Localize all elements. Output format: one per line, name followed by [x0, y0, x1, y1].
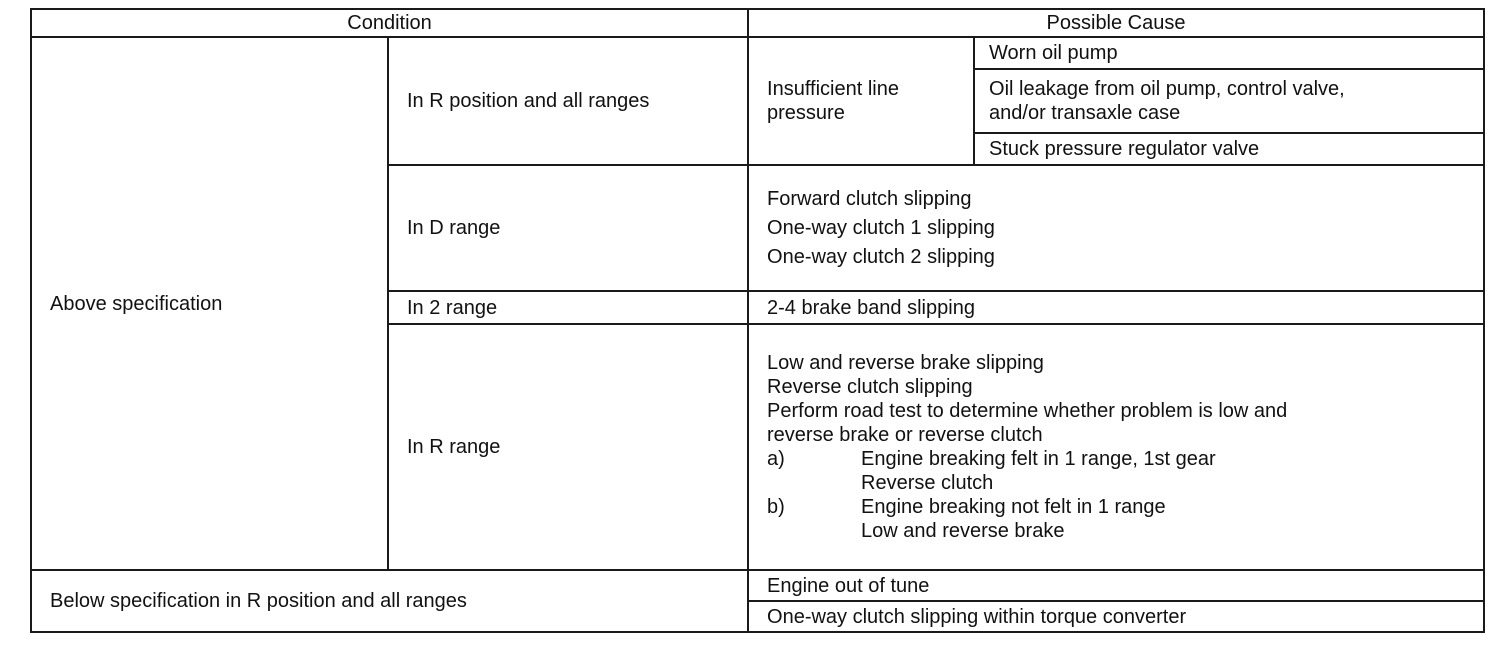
range-r: In R range	[388, 324, 748, 570]
condition-header: Condition	[31, 9, 748, 37]
range-d: In D range	[388, 165, 748, 291]
detail-oil-leakage	[974, 69, 1484, 133]
troubleshooting-table-sheet	[30, 8, 1483, 649]
below-cause-engine-tune: Engine out of tune	[748, 570, 1484, 601]
d-range-causes	[748, 165, 1484, 291]
header-row	[31, 9, 1484, 37]
below-cause-one-way-clutch: One-way clutch slipping within torque converter	[748, 601, 1484, 632]
table-row	[31, 570, 1484, 601]
step-result: Reverse clutch	[861, 472, 994, 494]
cause-line: Forward clutch slipping	[767, 188, 972, 210]
insufficient-line-pressure-cause	[748, 37, 974, 165]
cause-line: Insufficient line	[767, 78, 899, 100]
cause-line: pressure	[767, 102, 845, 124]
possible-cause-header: Possible Cause	[748, 9, 1484, 37]
two-range-cause: 2-4 brake band slipping	[748, 291, 1484, 324]
step-text: Engine breaking felt in 1 range, 1st gear	[861, 448, 1216, 470]
road-test-step-b	[767, 495, 1465, 519]
cause-line: One-way clutch 2 slipping	[767, 246, 995, 268]
range-2: In 2 range	[388, 291, 748, 324]
detail-line: Stuck pressure regulator valve	[989, 138, 1260, 160]
step-text: Engine breaking not felt in 1 range	[861, 496, 1166, 518]
above-spec-condition: Above specification	[31, 37, 388, 570]
range-r-position-all: In R position and all ranges	[388, 37, 748, 165]
cause-line: Low and reverse brake slipping	[767, 352, 1044, 374]
line-pressure-diagnosis-table	[30, 8, 1485, 633]
cause-line: Reverse clutch slipping	[767, 376, 973, 398]
detail-worn-oil-pump	[974, 37, 1484, 69]
cause-line: One-way clutch 1 slipping	[767, 217, 995, 239]
detail-line: Oil leakage from oil pump, control valve,	[989, 78, 1345, 100]
step-key: a)	[767, 448, 785, 470]
table-row	[31, 37, 1484, 69]
cause-line: Perform road test to determine whether problem is low and	[767, 400, 1288, 422]
detail-line: and/or transaxle case	[989, 102, 1181, 124]
step-result: Low and reverse brake	[861, 520, 1065, 542]
road-test-step-a	[767, 447, 1465, 471]
cause-line: reverse brake or reverse clutch	[767, 424, 1043, 446]
step-key: b)	[767, 496, 785, 518]
detail-stuck-regulator	[974, 133, 1484, 165]
below-spec-condition: Below specification in R position and all ranges	[31, 570, 748, 632]
detail-line: Worn oil pump	[989, 42, 1118, 64]
r-range-causes	[748, 324, 1484, 570]
